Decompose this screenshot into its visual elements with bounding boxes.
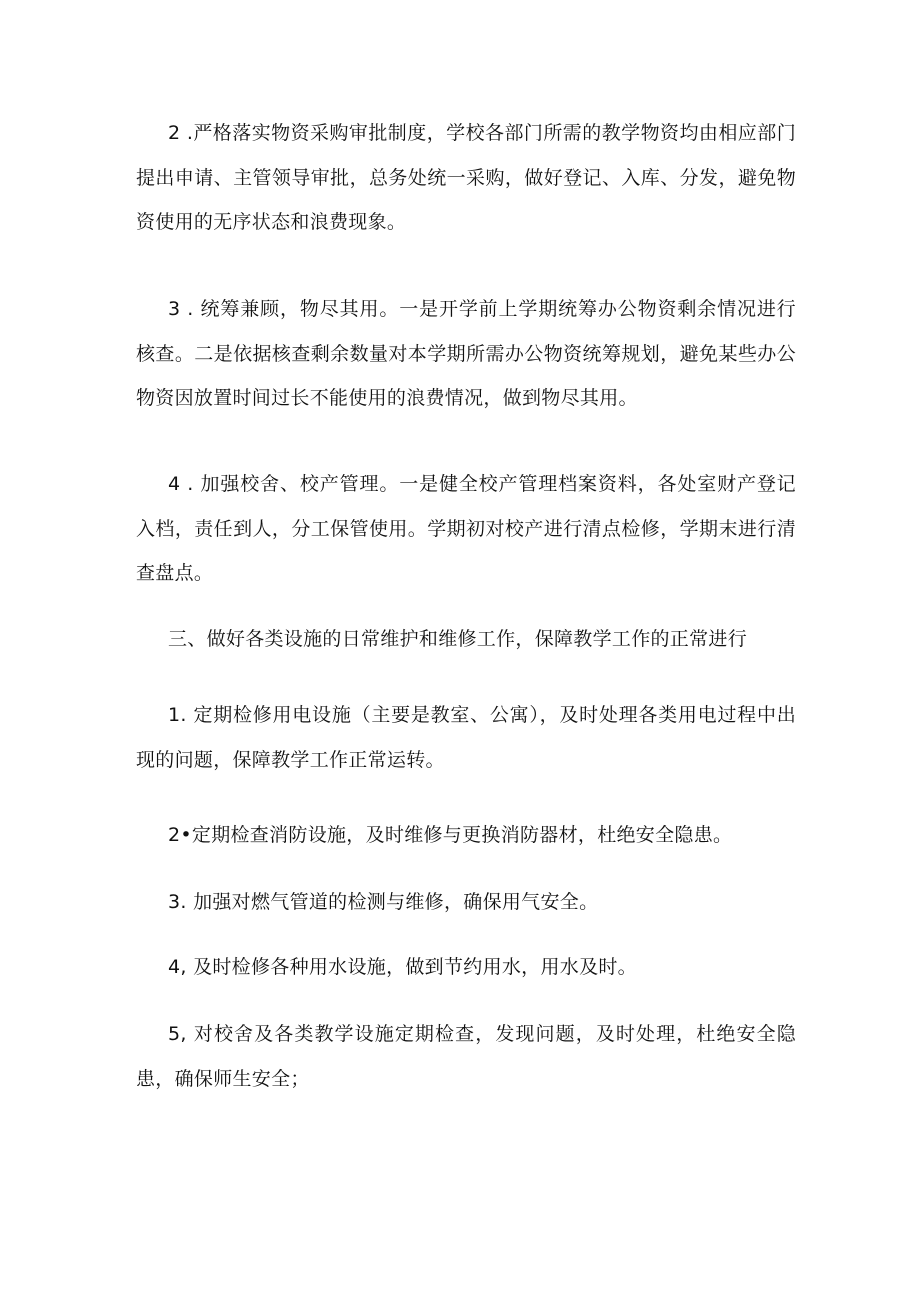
paragraph-building-inspection: 5, 对校舍及各类教学设施定期检查，发现问题，及时处理，杜绝安全隐患，确保师生安全； xyxy=(136,1023,796,1090)
paragraph-property-management: 4 . 加强校舍、校产管理。一是健全校产管理档案资料，各处室财产登记入档，责任到人，分工保管使用。学期初对校产进行清点检修，学期末进行清查盘点。 xyxy=(136,473,796,584)
paragraph-water-facilities: 4, 及时检修各种用水设施，做到节约用水，用水及时。 xyxy=(168,956,637,978)
paragraph-procurement-approval: 2 .严格落实物资采购审批制度，学校各部门所需的教学物资均由相应部门提出申请、主管领导审批，总务处统一采购，做好登记、入库、分发，避免物资使用的无序状态和浪费现象。 xyxy=(136,122,796,233)
paragraph-gas-pipeline: 3. 加强对燃气管道的检测与维修，确保用气安全。 xyxy=(168,891,599,913)
section-heading-maintenance: 三、做好各类设施的日常维护和维修工作，保障教学工作的正常进行 xyxy=(168,628,748,650)
paragraph-fire-facilities: 2•定期检查消防设施，及时维修与更换消防器材，杜绝安全隐患。 xyxy=(168,824,733,846)
paragraph-overall-planning: 3 . 统筹兼顾，物尽其用。一是开学前上学期统筹办公物资剩余情况进行核查。二是依据核查剩余数量对本学期所需办公物资统筹规划，避免某些办公物资因放置时间过长不能使用的浪费情况，做到物尽其用。 xyxy=(136,298,796,409)
paragraph-electrical-maintenance: 1. 定期检修用电设施（主要是教室、公寓），及时处理各类用电过程中出现的问题，保障教学工作正常运转。 xyxy=(136,704,796,771)
